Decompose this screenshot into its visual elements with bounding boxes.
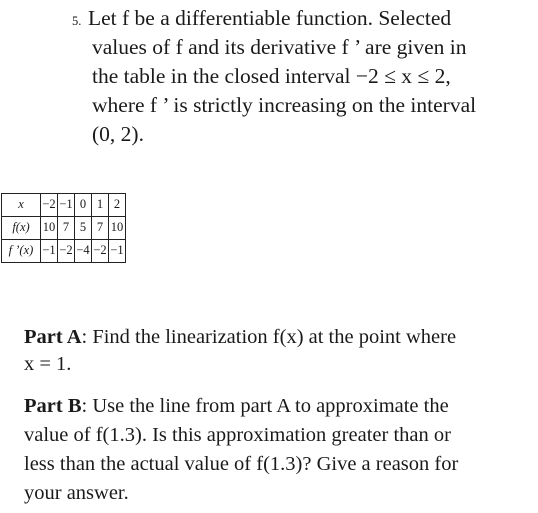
table-cell: −1	[58, 194, 75, 217]
problem-line-1: Let f be a differentiable function. Selected	[88, 6, 452, 30]
table-cell: 0	[75, 194, 92, 217]
problem-number: 5.	[72, 14, 82, 28]
table-cell: −2	[41, 194, 58, 217]
table-cell: −1	[41, 240, 58, 263]
table-row-x	[2, 194, 126, 217]
table-cell: 7	[58, 217, 75, 240]
table-cell: 10	[41, 217, 58, 240]
problem-line-4: where f ’ is strictly increasing on the interval	[92, 93, 477, 117]
row-header: x	[2, 194, 41, 217]
part-b	[24, 392, 534, 508]
table-cell: −2	[58, 240, 75, 263]
part-a-line-2: x = 1.	[24, 353, 72, 375]
part-b-line-4: your answer.	[24, 482, 129, 504]
table-cell: 10	[109, 217, 126, 240]
part-b-line-2: value of f(1.3). Is this approximation greater than or	[24, 424, 451, 446]
table-cell: −2	[92, 240, 109, 263]
row-header: f ’(x)	[2, 240, 41, 263]
table-cell: 1	[92, 194, 109, 217]
problem-line-5: (0, 2).	[92, 122, 144, 146]
table-cell: −4	[75, 240, 92, 263]
problem-statement	[72, 4, 532, 149]
part-b-line-3: less than the actual value of f(1.3)? Give a reason for	[24, 453, 459, 475]
part-b-line-1	[24, 392, 534, 421]
table-row-fx	[2, 217, 126, 240]
part-b-text-1: : Use the line from part A to approximate the	[81, 395, 449, 417]
part-a-line-1	[24, 324, 534, 351]
problem-line-3: the table in the closed interval −2 ≤ x ≤ 2,	[92, 64, 451, 88]
table-cell: 2	[109, 194, 126, 217]
part-b-label: Part B	[24, 395, 82, 417]
part-a	[24, 324, 534, 378]
part-a-text-1: : Find the linearization f(x) at the point where	[81, 326, 457, 348]
values-table-container	[1, 193, 126, 263]
values-table	[1, 193, 126, 263]
table-cell: 5	[75, 217, 92, 240]
part-a-label: Part A	[24, 326, 82, 348]
problem-line-2: values of f and its derivative f ’ are given in	[92, 35, 467, 59]
table-row-fprime	[2, 240, 126, 263]
table-cell: −1	[109, 240, 126, 263]
table-cell: 7	[92, 217, 109, 240]
row-header: f(x)	[2, 217, 41, 240]
